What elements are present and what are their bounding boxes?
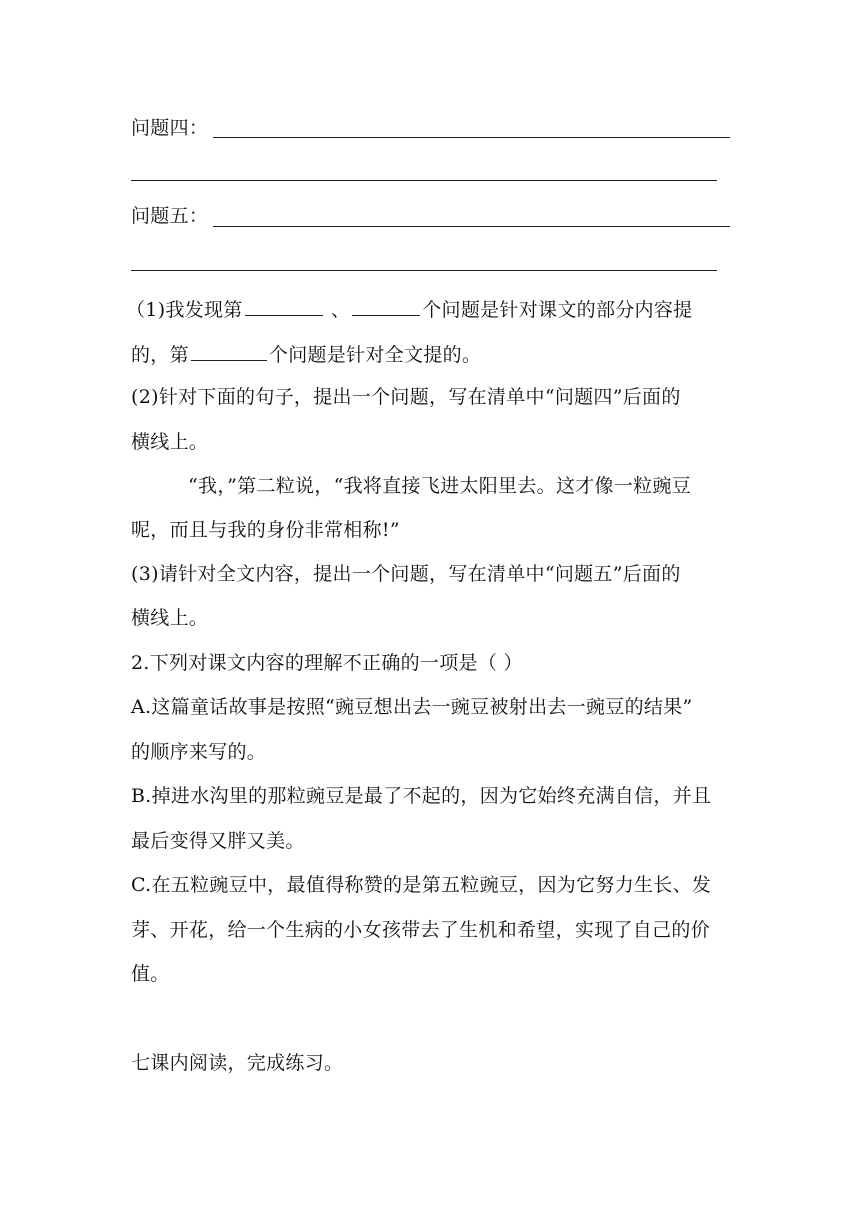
task2-option-c-line1: C.在五粒豌豆中，最值得称赞的是第五粒豌豆，因为它努力生长、发 (131, 874, 712, 896)
task2-option-a-line2: 的顺序来写的。 (131, 741, 267, 763)
task2-option-b-line2: 最后变得又胖又美。 (131, 830, 305, 852)
question-4-label: 问题四： (131, 117, 209, 139)
task1-item1-text-c: 的，第 (131, 344, 189, 366)
task1-item2-line2: 横线上。 (131, 431, 209, 453)
task1-blank-2[interactable] (352, 295, 420, 316)
section7-heading: 七课内阅读，完成练习。 (131, 1052, 344, 1074)
task1-item1-text-d: 个问题是针对全文提的。 (268, 344, 482, 366)
task1-item1-line2 (131, 340, 481, 368)
task1-item3-line1: (3)请针对全文内容，提出一个问题，写在清单中“问题五”后面的 (131, 563, 681, 585)
task1-item3-line2: 横线上。 (131, 607, 209, 629)
task2-option-c-line3: 值。 (131, 963, 170, 985)
question-5-answer-line-1[interactable] (213, 226, 730, 227)
question-5-label: 问题五： (131, 205, 209, 227)
task1-item2-line1: (2)针对下面的句子，提出一个问题，写在清单中“问题四”后面的 (131, 386, 681, 408)
quote-line2: 呢，而且与我的身份非常相称!” (131, 519, 400, 541)
question-5-answer-line-2[interactable] (131, 270, 717, 271)
task1-item1-text-a: （1)我发现第 (126, 299, 243, 321)
question-4-answer-line-2[interactable] (131, 180, 717, 181)
task1-item1-text-b: 个问题是针对课文的部分内容提 (422, 299, 693, 321)
task1-blank-3[interactable] (191, 340, 267, 361)
task2-option-c-line2: 芽、开花，给一个生病的小女孩带去了生机和希望，实现了自己的价 (131, 919, 711, 941)
task1-item1-sep: 、 (324, 299, 351, 321)
quote-line1: “我，”第二粒说，“我将直接飞进太阳里去。这才像一粒豌豆 (188, 475, 692, 497)
task2-option-b-line1: B.掉进水沟里的那粒豌豆是最了不起的，因为它始终充满自信，并且 (131, 785, 712, 807)
task2-stem: 2.下列对课文内容的理解不正确的一项是（ ） (131, 652, 523, 674)
task2-option-a-line1: A.这篇童话故事是按照“豌豆想出去一豌豆被射出去一豌豆的结果” (131, 696, 693, 718)
question-4-answer-line-1[interactable] (213, 137, 730, 138)
task1-blank-1[interactable] (245, 295, 323, 316)
task1-item1-line1 (126, 295, 692, 323)
